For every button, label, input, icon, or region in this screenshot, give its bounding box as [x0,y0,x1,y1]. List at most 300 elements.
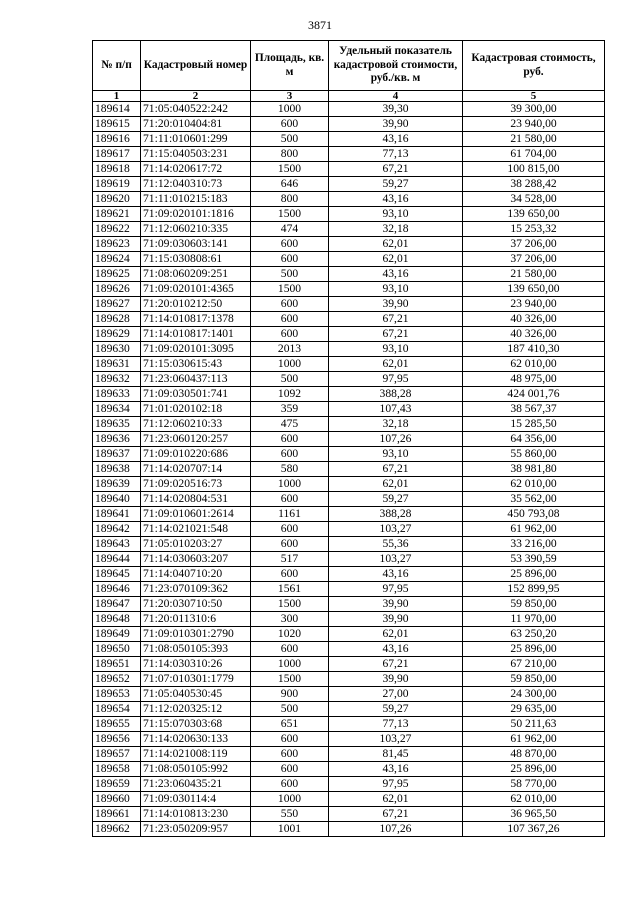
cadastral-number-cell: 71:09:020101:1816 [141,207,251,222]
row-number-cell: 189657 [93,747,141,762]
cadastral-number-cell: 71:11:010601:299 [141,132,251,147]
row-number-cell: 189658 [93,762,141,777]
row-number-cell: 189643 [93,537,141,552]
row-number-cell: 189660 [93,792,141,807]
unit-value-cell: 81,45 [329,747,463,762]
cadastral-value-cell: 38 981,80 [463,462,605,477]
row-number-cell: 189659 [93,777,141,792]
cadastral-value-cell: 59 850,00 [463,597,605,612]
cadastral-value-cell: 53 390,59 [463,552,605,567]
table-row [93,102,605,117]
table-row [93,387,605,402]
cadastral-number-cell: 71:14:040710:20 [141,567,251,582]
area-cell: 500 [251,702,329,717]
area-cell: 600 [251,732,329,747]
area-cell: 600 [251,762,329,777]
row-number-cell: 189651 [93,657,141,672]
row-number-cell: 189632 [93,372,141,387]
cadastral-value-cell: 11 970,00 [463,612,605,627]
cadastral-number-cell: 71:15:040503:231 [141,147,251,162]
cadastral-number-cell: 71:20:011310:6 [141,612,251,627]
header-unit-value: Удельный показатель кадастровой стоимости, руб./кв. м [329,41,463,91]
cadastral-number-cell: 71:07:010301:1779 [141,672,251,687]
cadastral-value-cell: 64 356,00 [463,432,605,447]
row-number-cell: 189652 [93,672,141,687]
unit-value-cell: 97,95 [329,372,463,387]
cadastral-value-cell: 38 288,42 [463,177,605,192]
cadastral-number-cell: 71:09:020516:73 [141,477,251,492]
table-row [93,522,605,537]
cadastral-value-cell: 15 285,50 [463,417,605,432]
cadastral-value-cell: 67 210,00 [463,657,605,672]
cadastral-value-cell: 38 567,37 [463,402,605,417]
row-number-cell: 189646 [93,582,141,597]
table-row [93,552,605,567]
area-cell: 600 [251,492,329,507]
row-number-cell: 189650 [93,642,141,657]
area-cell: 1000 [251,477,329,492]
table-row [93,822,605,837]
table-row [93,777,605,792]
row-number-cell: 189654 [93,702,141,717]
cadastral-value-cell: 23 940,00 [463,297,605,312]
table-row [93,627,605,642]
table-row [93,582,605,597]
cadastral-number-cell: 71:14:030603:207 [141,552,251,567]
cadastral-value-cell: 50 211,63 [463,717,605,732]
unit-value-cell: 67,21 [329,162,463,177]
area-cell: 1161 [251,507,329,522]
unit-value-cell: 388,28 [329,387,463,402]
cadastral-value-cell: 424 001,76 [463,387,605,402]
cadastral-value-cell: 36 965,50 [463,807,605,822]
area-cell: 800 [251,147,329,162]
unit-value-cell: 67,21 [329,312,463,327]
area-cell: 2013 [251,342,329,357]
unit-value-cell: 103,27 [329,522,463,537]
area-cell: 600 [251,252,329,267]
row-number-cell: 189617 [93,147,141,162]
table-row [93,537,605,552]
row-number-cell: 189634 [93,402,141,417]
cadastral-value-cell: 21 580,00 [463,132,605,147]
row-number-cell: 189655 [93,717,141,732]
cadastral-value-cell: 152 899,95 [463,582,605,597]
area-cell: 1500 [251,597,329,612]
cadastral-number-cell: 71:11:010215:183 [141,192,251,207]
table-row [93,147,605,162]
area-cell: 500 [251,132,329,147]
cadastral-value-cell: 100 815,00 [463,162,605,177]
unit-value-cell: 43,16 [329,567,463,582]
cadastral-number-cell: 71:14:020617:72 [141,162,251,177]
table-row [93,192,605,207]
unit-value-cell: 43,16 [329,267,463,282]
cadastral-number-cell: 71:08:050105:393 [141,642,251,657]
unit-value-cell: 388,28 [329,507,463,522]
cadastral-value-cell: 40 326,00 [463,327,605,342]
row-number-cell: 189623 [93,237,141,252]
cadastral-number-cell: 71:09:020101:4365 [141,282,251,297]
area-cell: 1000 [251,102,329,117]
area-cell: 600 [251,312,329,327]
cadastral-number-cell: 71:05:010203:27 [141,537,251,552]
cadastral-number-cell: 71:14:021021:548 [141,522,251,537]
cadastral-number-cell: 71:08:060209:251 [141,267,251,282]
row-number-cell: 189619 [93,177,141,192]
cadastral-number-cell: 71:09:010301:2790 [141,627,251,642]
table-row [93,132,605,147]
table-row [93,567,605,582]
row-number-cell: 189621 [93,207,141,222]
table-row [93,492,605,507]
unit-value-cell: 43,16 [329,762,463,777]
header-area: Площадь, кв. м [251,41,329,91]
cadastral-value-cell: 450 793,08 [463,507,605,522]
area-cell: 600 [251,237,329,252]
cadastral-value-cell: 25 896,00 [463,642,605,657]
cadastral-number-cell: 71:15:070303:68 [141,717,251,732]
row-number-cell: 189647 [93,597,141,612]
area-cell: 500 [251,267,329,282]
cadastral-number-cell: 71:23:050209:957 [141,822,251,837]
area-cell: 600 [251,432,329,447]
unit-value-cell: 43,16 [329,192,463,207]
cadastral-value-cell: 62 010,00 [463,477,605,492]
table-row [93,477,605,492]
cadastral-number-cell: 71:15:030615:43 [141,357,251,372]
cadastral-number-cell: 71:23:060435:21 [141,777,251,792]
unit-value-cell: 43,16 [329,642,463,657]
unit-value-cell: 93,10 [329,207,463,222]
table-row [93,252,605,267]
table-row [93,717,605,732]
row-number-cell: 189661 [93,807,141,822]
cadastral-value-cell: 55 860,00 [463,447,605,462]
column-number: 1 [93,91,141,102]
unit-value-cell: 67,21 [329,327,463,342]
cadastral-number-cell: 71:12:020325:12 [141,702,251,717]
cadastral-number-cell: 71:05:040530:45 [141,687,251,702]
cadastral-number-cell: 71:14:030310:26 [141,657,251,672]
unit-value-cell: 39,90 [329,117,463,132]
area-cell: 580 [251,462,329,477]
area-cell: 600 [251,117,329,132]
table-row [93,747,605,762]
unit-value-cell: 93,10 [329,282,463,297]
table-row [93,312,605,327]
cadastral-number-cell: 71:23:060120:257 [141,432,251,447]
area-cell: 646 [251,177,329,192]
column-number: 3 [251,91,329,102]
table-row [93,507,605,522]
area-cell: 600 [251,567,329,582]
unit-value-cell: 59,27 [329,492,463,507]
cadastral-value-cell: 63 250,20 [463,627,605,642]
cadastral-value-cell: 58 770,00 [463,777,605,792]
row-number-cell: 189640 [93,492,141,507]
row-number-cell: 189656 [93,732,141,747]
table-row [93,282,605,297]
table-row [93,792,605,807]
table-row [93,222,605,237]
unit-value-cell: 67,21 [329,462,463,477]
unit-value-cell: 62,01 [329,237,463,252]
row-number-cell: 189614 [93,102,141,117]
unit-value-cell: 93,10 [329,447,463,462]
cadastral-number-cell: 71:20:010404:81 [141,117,251,132]
unit-value-cell: 55,36 [329,537,463,552]
cadastral-value-cell: 37 206,00 [463,252,605,267]
row-number-cell: 189628 [93,312,141,327]
cadastral-value-cell: 59 850,00 [463,672,605,687]
unit-value-cell: 107,26 [329,822,463,837]
table-row [93,417,605,432]
cadastral-value-cell: 187 410,30 [463,342,605,357]
cadastral-value-cell: 23 940,00 [463,117,605,132]
area-cell: 900 [251,687,329,702]
table-row [93,372,605,387]
unit-value-cell: 67,21 [329,657,463,672]
table-row [93,177,605,192]
row-number-cell: 189638 [93,462,141,477]
table-row [93,237,605,252]
area-cell: 1092 [251,387,329,402]
cadastral-number-cell: 71:14:010817:1401 [141,327,251,342]
table-row [93,207,605,222]
cadastral-number-cell: 71:08:050105:992 [141,762,251,777]
area-cell: 600 [251,327,329,342]
cadastral-value-cell: 25 896,00 [463,762,605,777]
area-cell: 1000 [251,357,329,372]
row-number-cell: 189662 [93,822,141,837]
cadastral-number-cell: 71:14:010813:230 [141,807,251,822]
cadastral-value-cell: 61 704,00 [463,147,605,162]
row-number-cell: 189620 [93,192,141,207]
row-number-cell: 189641 [93,507,141,522]
header-cadastral-value: Кадастровая стоимость, руб. [463,41,605,91]
table-row [93,702,605,717]
unit-value-cell: 67,21 [329,807,463,822]
cadastral-number-cell: 71:20:030710:50 [141,597,251,612]
row-number-cell: 189637 [93,447,141,462]
cadastral-value-cell: 61 962,00 [463,522,605,537]
unit-value-cell: 59,27 [329,702,463,717]
row-number-cell: 189625 [93,267,141,282]
area-cell: 600 [251,297,329,312]
cadastral-number-cell: 71:12:060210:335 [141,222,251,237]
cadastral-value-cell: 40 326,00 [463,312,605,327]
unit-value-cell: 62,01 [329,252,463,267]
cadastral-number-cell: 71:09:030501:741 [141,387,251,402]
table-row [93,597,605,612]
cadastral-value-cell: 61 962,00 [463,732,605,747]
unit-value-cell: 107,26 [329,432,463,447]
cadastral-value-cell: 24 300,00 [463,687,605,702]
table-row [93,162,605,177]
cadastral-number-cell: 71:14:020707:14 [141,462,251,477]
row-number-cell: 189615 [93,117,141,132]
row-number-cell: 189618 [93,162,141,177]
row-number-cell: 189639 [93,477,141,492]
unit-value-cell: 39,90 [329,612,463,627]
unit-value-cell: 39,90 [329,597,463,612]
cadastral-value-cell: 48 870,00 [463,747,605,762]
cadastral-number-cell: 71:12:040310:73 [141,177,251,192]
cadastral-value-cell: 15 253,32 [463,222,605,237]
header-row-number: № п/п [93,41,141,91]
cadastral-value-cell: 25 896,00 [463,567,605,582]
cadastral-value-cell: 34 528,00 [463,192,605,207]
cadastral-number-cell: 71:20:010212:50 [141,297,251,312]
area-cell: 1500 [251,162,329,177]
area-cell: 300 [251,612,329,627]
area-cell: 600 [251,537,329,552]
unit-value-cell: 97,95 [329,777,463,792]
table-row [93,657,605,672]
table-row [93,672,605,687]
row-number-cell: 189629 [93,327,141,342]
cadastral-number-cell: 71:09:030603:141 [141,237,251,252]
row-number-cell: 189624 [93,252,141,267]
area-cell: 1020 [251,627,329,642]
column-number: 2 [141,91,251,102]
cadastral-number-cell: 71:14:010817:1378 [141,312,251,327]
table-body [93,102,605,837]
area-cell: 1500 [251,672,329,687]
table-row [93,447,605,462]
column-number: 4 [329,91,463,102]
unit-value-cell: 107,43 [329,402,463,417]
table-row [93,297,605,312]
unit-value-cell: 77,13 [329,147,463,162]
area-cell: 600 [251,642,329,657]
area-cell: 600 [251,447,329,462]
table-row [93,432,605,447]
area-cell: 1000 [251,792,329,807]
row-number-cell: 189627 [93,297,141,312]
area-cell: 550 [251,807,329,822]
area-cell: 800 [251,192,329,207]
cadastral-value-cell: 62 010,00 [463,792,605,807]
unit-value-cell: 59,27 [329,177,463,192]
table-row [93,687,605,702]
unit-value-cell: 32,18 [329,222,463,237]
header-cadastral-number: Кадастровый номер [141,41,251,91]
cadastral-value-cell: 107 367,26 [463,822,605,837]
table-row [93,342,605,357]
unit-value-cell: 39,90 [329,297,463,312]
unit-value-cell: 62,01 [329,627,463,642]
table-row [93,762,605,777]
area-cell: 600 [251,777,329,792]
unit-value-cell: 32,18 [329,417,463,432]
cadastral-number-cell: 71:01:020102:18 [141,402,251,417]
cadastral-value-cell: 21 580,00 [463,267,605,282]
row-number-cell: 189645 [93,567,141,582]
area-cell: 1001 [251,822,329,837]
cadastral-value-table [92,40,605,837]
cadastral-number-cell: 71:23:060437:113 [141,372,251,387]
area-cell: 500 [251,372,329,387]
cadastral-value-cell: 139 650,00 [463,282,605,297]
cadastral-value-cell: 39 300,00 [463,102,605,117]
unit-value-cell: 97,95 [329,582,463,597]
cadastral-number-cell: 71:15:030808:61 [141,252,251,267]
unit-value-cell: 43,16 [329,132,463,147]
cadastral-value-cell: 139 650,00 [463,207,605,222]
row-number-cell: 189630 [93,342,141,357]
unit-value-cell: 103,27 [329,552,463,567]
cadastral-number-cell: 71:09:030114:4 [141,792,251,807]
row-number-cell: 189653 [93,687,141,702]
cadastral-number-cell: 71:09:010601:2614 [141,507,251,522]
cadastral-value-cell: 37 206,00 [463,237,605,252]
column-number: 5 [463,91,605,102]
row-number-cell: 189622 [93,222,141,237]
cadastral-value-cell: 35 562,00 [463,492,605,507]
area-cell: 1500 [251,207,329,222]
cadastral-value-cell: 62 010,00 [463,357,605,372]
cadastral-number-cell: 71:09:010220:686 [141,447,251,462]
row-number-cell: 189648 [93,612,141,627]
cadastral-number-cell: 71:12:060210:33 [141,417,251,432]
row-number-cell: 189635 [93,417,141,432]
unit-value-cell: 103,27 [329,732,463,747]
table-row [93,402,605,417]
cadastral-number-cell: 71:14:020804:531 [141,492,251,507]
area-cell: 600 [251,747,329,762]
table-row [93,117,605,132]
table-row [93,327,605,342]
unit-value-cell: 39,30 [329,102,463,117]
row-number-cell: 189642 [93,522,141,537]
unit-value-cell: 77,13 [329,717,463,732]
unit-value-cell: 27,00 [329,687,463,702]
cadastral-value-cell: 33 216,00 [463,537,605,552]
page-number: 3871 [308,18,332,32]
cadastral-number-cell: 71:14:020630:133 [141,732,251,747]
cadastral-number-cell: 71:23:070109:362 [141,582,251,597]
area-cell: 517 [251,552,329,567]
row-number-cell: 189626 [93,282,141,297]
table-row [93,732,605,747]
area-cell: 1561 [251,582,329,597]
cadastral-number-cell: 71:09:020101:3095 [141,342,251,357]
unit-value-cell: 62,01 [329,477,463,492]
table-row [93,642,605,657]
cadastral-number-cell: 71:05:040522:242 [141,102,251,117]
unit-value-cell: 39,90 [329,672,463,687]
unit-value-cell: 93,10 [329,342,463,357]
row-number-cell: 189616 [93,132,141,147]
area-cell: 359 [251,402,329,417]
table-row [93,267,605,282]
cadastral-number-cell: 71:14:021008:119 [141,747,251,762]
area-cell: 474 [251,222,329,237]
row-number-cell: 189644 [93,552,141,567]
table-row [93,612,605,627]
area-cell: 1000 [251,657,329,672]
unit-value-cell: 62,01 [329,792,463,807]
table-row [93,807,605,822]
unit-value-cell: 62,01 [329,357,463,372]
cadastral-value-cell: 29 635,00 [463,702,605,717]
row-number-cell: 189649 [93,627,141,642]
cadastral-value-cell: 48 975,00 [463,372,605,387]
table-row [93,462,605,477]
area-cell: 475 [251,417,329,432]
